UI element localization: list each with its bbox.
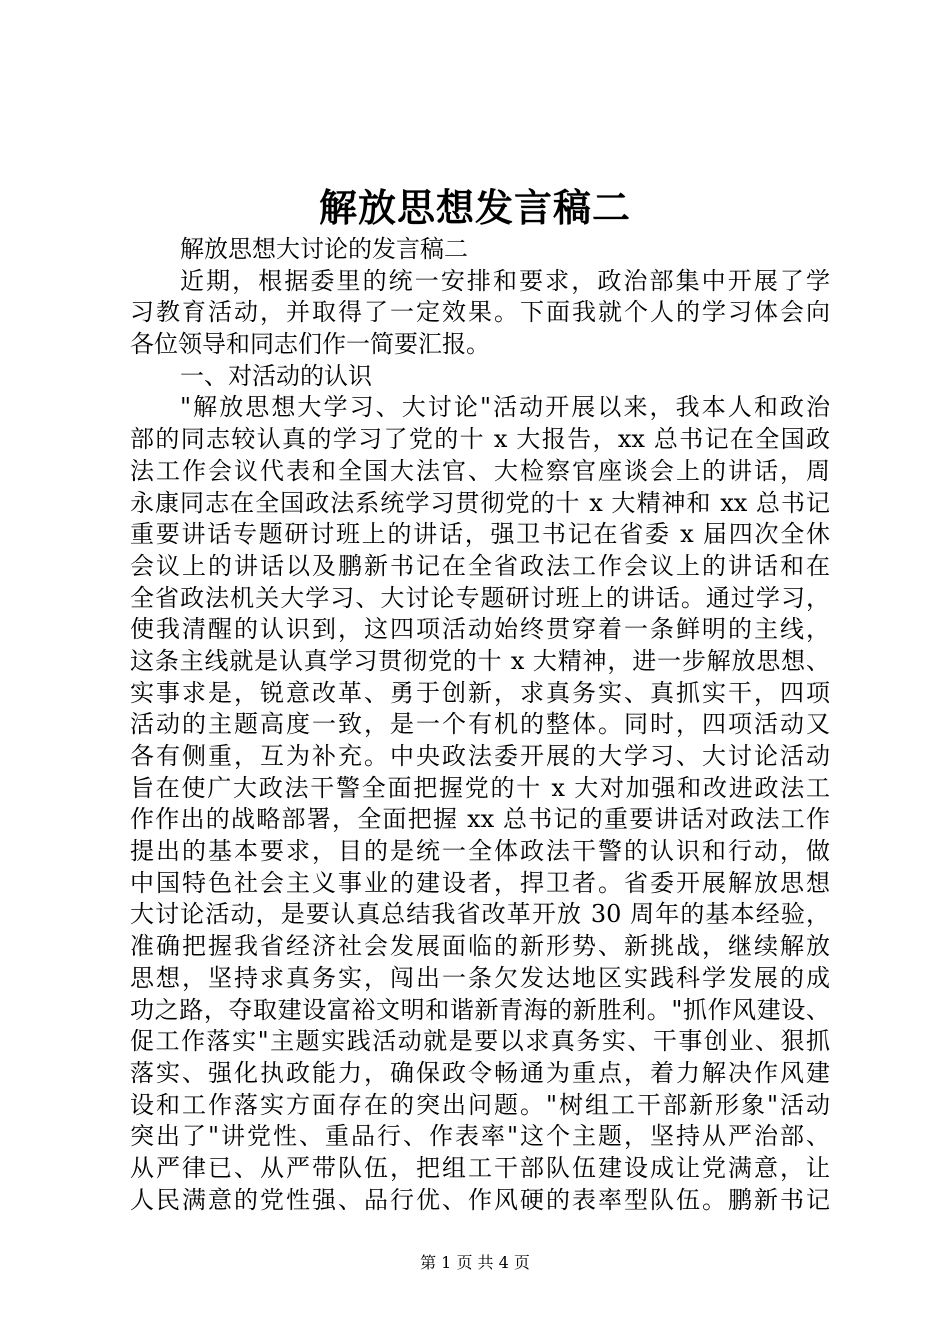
body-line: 提出的基本要求，目的是统一全体政法干警的认识和行动，做 xyxy=(130,837,830,866)
body-line: 各位领导和同志们作一简要汇报。 xyxy=(130,330,490,359)
body-line: 实事求是，锐意改革、勇于创新，求真务实、真抓实干，四项 xyxy=(130,678,830,707)
body-line: 作作出的战略部署，全面把握 xx 总书记的重要讲话对政法工作 xyxy=(130,805,830,834)
body-line: 使我清醒的认识到，这四项活动始终贯穿着一条鲜明的主线， xyxy=(130,615,830,644)
body-line: "解放思想大学习、大讨论"活动开展以来，我本人和政治 xyxy=(180,393,830,422)
body-line: 旨在使广大政法干警全面把握党的十 x 大对加强和改进政法工 xyxy=(130,773,830,802)
body-line: 习教育活动，并取得了一定效果。下面我就个人的学习体会向 xyxy=(130,298,830,327)
body-line: 重要讲话专题研讨班上的讲话，强卫书记在省委 x 届四次全休 xyxy=(130,520,830,549)
document-body xyxy=(130,234,830,1216)
body-line: 活动的主题高度一致，是一个有机的整体。同时，四项活动又 xyxy=(130,710,830,739)
body-line: 法工作会议代表和全国大法官、大检察官座谈会上的讲话，周 xyxy=(130,456,830,485)
body-line: 大讨论活动，是要认真总结我省改革开放 30 周年的基本经验， xyxy=(130,900,830,929)
body-line: 设和工作落实方面存在的突出问题。"树组工干部新形象"活动 xyxy=(130,1090,830,1119)
body-line: 各有侧重，互为补充。中央政法委开展的大学习、大讨论活动 xyxy=(130,742,830,770)
document-title: 解放思想发言稿二 xyxy=(318,185,631,230)
body-line: 准确把握我省经济社会发展面临的新形势、新挑战，继续解放 xyxy=(130,932,830,961)
body-line: 中国特色社会主义事业的建设者，捍卫者。省委开展解放思想 xyxy=(130,868,830,897)
body-line: 思想，坚持求真务实，闯出一条欠发达地区实践科学发展的成 xyxy=(130,963,830,992)
body-line: 从严律已、从严带队伍，把组工干部队伍建设成让党满意，让 xyxy=(130,1153,830,1182)
body-line: 这条主线就是认真学习贯彻党的十 x 大精神，进一步解放思想、 xyxy=(130,646,830,675)
body-line: 永康同志在全国政法系统学习贯彻党的十 x 大精神和 xx 总书记 xyxy=(130,488,830,517)
body-line: 人民满意的党性强、品行优、作风硬的表率型队伍。鹏新书记 xyxy=(130,1185,830,1214)
body-line: 会议上的讲话以及鹏新书记在全省政法工作会议上的讲话和在 xyxy=(130,551,830,580)
body-line: 部的同志较认真的学习了党的十 x 大报告，xx 总书记在全国政 xyxy=(130,425,830,454)
body-line: 解放思想大讨论的发言稿二 xyxy=(180,235,468,263)
body-line: 近期，根据委里的统一安排和要求，政治部集中开展了学 xyxy=(180,266,830,295)
body-line: 全省政法机关大学习、大讨论专题研讨班上的讲话。通过学习， xyxy=(130,583,830,612)
page-number-footer: 第 1 页 共 4 页 xyxy=(420,1253,530,1272)
body-line: 一、对活动的认识 xyxy=(180,361,372,390)
body-line: 促工作落实"主题实践活动就是要以求真务实、干事创业、狠抓 xyxy=(130,1027,830,1056)
body-line: 功之路，夺取建设富裕文明和谐新青海的新胜利。"抓作风建设、 xyxy=(130,995,830,1024)
body-line: 突出了"讲党性、重品行、作表率"这个主题，坚持从严治部、 xyxy=(130,1122,830,1151)
body-line: 落实、强化执政能力，确保政令畅通为重点，着力解决作风建 xyxy=(130,1058,830,1087)
